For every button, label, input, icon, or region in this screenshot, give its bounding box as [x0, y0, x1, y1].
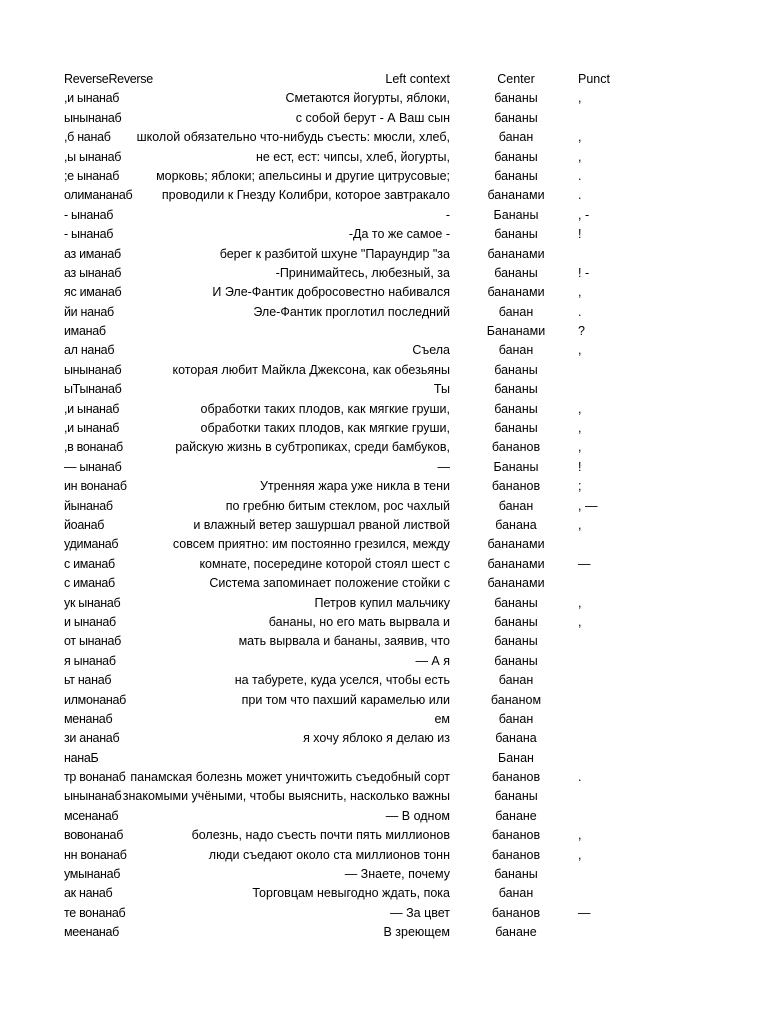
cell-reverse: ынынанаб [64, 110, 122, 125]
cell-reverse: - ынанаб [64, 207, 114, 222]
cell-left-context: я хочу яблоко я делаю из [303, 731, 450, 746]
cell-center: банана [495, 731, 537, 746]
table-row [0, 283, 768, 302]
cell-left-context: бананы, но его мать вырвала и [268, 614, 450, 629]
cell-punct: , [578, 130, 582, 145]
cell-punct: ; [578, 479, 582, 494]
cell-left-context: обработки таких плодов, как мягкие груши, [200, 401, 450, 416]
cell-center: бананами [487, 537, 545, 552]
table-row [0, 109, 768, 128]
cell-reverse: йынанаб [64, 498, 113, 513]
cell-center: Банан [498, 750, 534, 765]
cell-reverse: от ынанаб [64, 634, 122, 649]
cell-punct: , [578, 847, 582, 862]
cell-punct: . [578, 304, 582, 319]
cell-punct: , [578, 421, 582, 436]
cell-reverse: вовонанаб [64, 828, 124, 843]
cell-reverse: тр вонанаб [64, 770, 126, 785]
cell-left-context: совсем приятно: им постоянно грезился, между [172, 537, 450, 552]
cell-center: бананом [490, 692, 542, 707]
cell-reverse: ыТынанаб [64, 382, 122, 397]
cell-left-context: -Принимайтесь, любезный, за [275, 265, 450, 280]
cell-reverse: с иманаб [64, 556, 115, 571]
cell-center: бананы [494, 265, 538, 280]
cell-center: бананы [494, 867, 538, 882]
cell-punct: , [578, 401, 582, 416]
cell-center: бананов [491, 770, 541, 785]
cell-left-context: В зреющем [383, 925, 450, 940]
cell-reverse: иманаб [64, 324, 106, 339]
cell-left-context: Эле-Фантик проглотил последний [253, 304, 450, 319]
cell-left-context: райскую жизнь в субтропиках, среди бамбуков, [175, 440, 450, 455]
cell-reverse: и ынанаб [64, 614, 116, 629]
cell-left-context: болезнь, надо съесть почти пять миллионов [191, 828, 450, 843]
table-row [0, 186, 768, 205]
cell-punct: , [578, 440, 582, 455]
cell-center: бананами [487, 285, 545, 300]
cell-center: бананы [494, 110, 538, 125]
cell-left-context: берег к разбитой шхуне "Параундир "за [219, 246, 450, 261]
cell-center: бананами [487, 246, 545, 261]
cell-center: бананов [491, 847, 541, 862]
cell-reverse: аз иманаб [64, 246, 121, 261]
cell-center: бананы [494, 401, 538, 416]
cell-left-context: Съела [412, 343, 450, 358]
cell-punct: , - [578, 207, 590, 222]
cell-center: бананы [494, 362, 538, 377]
cell-left-context: — За цвет [390, 905, 450, 920]
cell-left-context: Петров купил мальчику [314, 595, 450, 610]
table-row [0, 923, 768, 942]
cell-center: бананов [491, 905, 541, 920]
cell-reverse: я ынанаб [64, 653, 116, 668]
cell-center: бананы [494, 227, 538, 242]
table-row [0, 225, 768, 244]
table-row [0, 555, 768, 574]
cell-left-context: Утренняя жара уже никла в тени [259, 479, 450, 494]
cell-reverse: меенанаб [64, 925, 119, 940]
cell-left-context: панамская болезнь может уничтожить съедобный сорт [130, 770, 450, 785]
table-row [0, 148, 768, 167]
table-row [0, 322, 768, 341]
cell-center: бананами [487, 576, 545, 591]
cell-left-context: Ты [433, 382, 450, 397]
cell-center: банан [498, 886, 534, 901]
table-row [0, 768, 768, 787]
cell-center: бананы [494, 653, 538, 668]
cell-center: банане [495, 925, 537, 940]
cell-center: банана [495, 517, 537, 532]
table-row [0, 497, 768, 516]
cell-left-context: — В одном [385, 808, 450, 823]
cell-left-context: И Эле-Фантик добросовестно набивался [212, 285, 450, 300]
table-row [0, 826, 768, 845]
cell-left-context: Сметаются йогурты, яблоки, [285, 91, 450, 106]
table-row [0, 361, 768, 380]
cell-punct: ! - [578, 265, 590, 280]
cell-reverse: менанаб [64, 711, 113, 726]
cell-center: бананы [494, 421, 538, 436]
cell-center: бананы [494, 789, 538, 804]
cell-reverse: ;е ынанаб [64, 168, 120, 183]
cell-reverse: с иманаб [64, 576, 115, 591]
cell-punct: — [578, 556, 591, 571]
cell-reverse: — ынанаб [64, 459, 122, 474]
cell-center: Бананы [493, 207, 539, 222]
table-row [0, 206, 768, 225]
cell-punct: , [578, 828, 582, 843]
header-center: Center [497, 72, 535, 86]
cell-center: банан [498, 498, 534, 513]
cell-center: бананами [487, 556, 545, 571]
cell-center: бананы [494, 91, 538, 106]
cell-reverse: нн вонанаб [64, 847, 127, 862]
cell-left-context: — Знаете, почему [344, 867, 450, 882]
cell-center: бананы [494, 168, 538, 183]
cell-center: бананы [494, 149, 538, 164]
cell-reverse: ,в вонанаб [64, 440, 123, 455]
cell-reverse: те вонанаб [64, 905, 126, 920]
cell-reverse: - ынанаб [64, 227, 114, 242]
cell-left-context: морковь; яблоки; апельсины и другие цитрусовые; [156, 168, 450, 183]
cell-center: Бананы [493, 459, 539, 474]
cell-reverse: ал нанаб [64, 343, 115, 358]
table-row [0, 787, 768, 806]
table-row [0, 89, 768, 108]
cell-center: бананов [491, 828, 541, 843]
concordance-table [0, 70, 768, 943]
cell-reverse: ьт нанаб [64, 673, 112, 688]
cell-reverse: умынанаб [64, 867, 121, 882]
cell-punct: ! [578, 459, 582, 474]
cell-center: банан [498, 343, 534, 358]
cell-center: бананы [494, 595, 538, 610]
cell-reverse: мсенанаб [64, 808, 119, 823]
table-row [0, 380, 768, 399]
cell-reverse: ынынанаб [64, 789, 122, 804]
cell-left-context: которая любит Майкла Джексона, как обезьяны [172, 362, 450, 377]
cell-punct: , [578, 343, 582, 358]
cell-left-context: люди съедают около ста миллионов тонн [208, 847, 450, 862]
cell-punct: , [578, 285, 582, 300]
cell-left-context: обработки таких плодов, как мягкие груши, [200, 421, 450, 436]
cell-reverse: аз ынанаб [64, 265, 122, 280]
cell-left-context: -Да то же самое - [348, 227, 450, 242]
cell-left-context: по гребню битым стеклом, рос чахлый [225, 498, 450, 513]
table-row [0, 128, 768, 147]
cell-punct: ? [578, 324, 585, 339]
table-row [0, 807, 768, 826]
cell-punct: . [578, 188, 582, 203]
cell-left-context: — [437, 459, 450, 474]
cell-reverse: ак нанаб [64, 886, 113, 901]
header-left-context: Left context [385, 72, 450, 86]
cell-center: бананов [491, 440, 541, 455]
cell-punct: , — [578, 498, 598, 513]
cell-left-context: проводили к Гнезду Колибри, которое завтракало [161, 188, 450, 203]
table-row [0, 167, 768, 186]
table-row [0, 865, 768, 884]
cell-center: банан [498, 304, 534, 319]
cell-left-context: знакомыми учёными, чтобы выяснить, насколько важны [122, 789, 450, 804]
cell-center: бананы [494, 614, 538, 629]
table-row [0, 264, 768, 283]
table-row [0, 574, 768, 593]
cell-left-context: ем [434, 711, 450, 726]
cell-reverse: ,и ынанаб [64, 401, 120, 416]
cell-reverse: ынынанаб [64, 362, 122, 377]
cell-reverse: ,ы ынанаб [64, 149, 122, 164]
cell-center: бананы [494, 634, 538, 649]
cell-reverse: ,и ынанаб [64, 91, 120, 106]
header-punct: Punct [578, 72, 610, 86]
table-row [0, 594, 768, 613]
cell-reverse: удиманаб [64, 537, 119, 552]
cell-left-context: Система запоминает положение стойки с [209, 576, 450, 591]
table-row [0, 535, 768, 554]
cell-reverse: ук ынанаб [64, 595, 121, 610]
cell-center: бананы [494, 382, 538, 397]
cell-center: банан [498, 130, 534, 145]
table-row [0, 652, 768, 671]
table-row [0, 613, 768, 632]
table-row [0, 341, 768, 360]
cell-reverse: илмонанаб [64, 692, 126, 707]
cell-center: бананами [487, 188, 545, 203]
table-row [0, 632, 768, 651]
cell-left-context: мать вырвала и бананы, заявив, что [238, 634, 450, 649]
cell-punct: , [578, 614, 582, 629]
table-row [0, 710, 768, 729]
table-row [0, 477, 768, 496]
table-row [0, 729, 768, 748]
table-row [0, 400, 768, 419]
table-row [0, 691, 768, 710]
table-row [0, 846, 768, 865]
cell-reverse: йоанаб [64, 517, 105, 532]
table-row [0, 303, 768, 322]
cell-reverse: нанаБ [64, 750, 99, 765]
cell-center: банан [498, 711, 534, 726]
cell-punct: , [578, 91, 582, 106]
cell-left-context: на табурете, куда уселся, чтобы есть [234, 673, 450, 688]
cell-left-context: Торговцам невыгодно ждать, пока [252, 886, 450, 901]
cell-left-context: с собой берут - А Ваш сын [295, 110, 450, 125]
cell-reverse: зи ананаб [64, 731, 120, 746]
table-row [0, 904, 768, 923]
table-row [0, 516, 768, 535]
cell-center: банан [498, 673, 534, 688]
header-reverse: ReverseReverse [64, 72, 153, 86]
cell-reverse: яс иманаб [64, 285, 122, 300]
table-row [0, 245, 768, 264]
table-row [0, 671, 768, 690]
header-row [0, 70, 768, 89]
cell-punct: , [578, 149, 582, 164]
cell-punct: ! [578, 227, 582, 242]
cell-left-context: школой обязательно что-нибудь съесть: мюсли, хлеб, [136, 130, 450, 145]
cell-punct: — [578, 905, 591, 920]
cell-left-context: — А я [415, 653, 450, 668]
cell-reverse: ,и ынанаб [64, 421, 120, 436]
table-body [0, 89, 768, 942]
cell-left-context: и влажный ветер зашуршал рваной листвой [193, 517, 450, 532]
cell-reverse: ин вонанаб [64, 479, 127, 494]
cell-left-context: - [445, 207, 450, 222]
table-row [0, 438, 768, 457]
cell-center: Бананами [486, 324, 546, 339]
cell-left-context: не ест, ест: чипсы, хлеб, йогурты, [255, 149, 450, 164]
cell-reverse: йи нанаб [64, 304, 114, 319]
cell-left-context: комнате, посередине которой стоял шест с [199, 556, 450, 571]
table-row [0, 458, 768, 477]
cell-left-context: при том что пахший карамелью или [241, 692, 450, 707]
cell-center: бананов [491, 479, 541, 494]
table-row [0, 749, 768, 768]
cell-punct: . [578, 770, 582, 785]
cell-reverse: ,б нанаб [64, 130, 111, 145]
cell-punct: . [578, 168, 582, 183]
cell-punct: , [578, 595, 582, 610]
cell-reverse: олимананаб [64, 188, 133, 203]
table-row [0, 884, 768, 903]
cell-punct: , [578, 517, 582, 532]
table-row [0, 419, 768, 438]
cell-center: банане [495, 808, 537, 823]
